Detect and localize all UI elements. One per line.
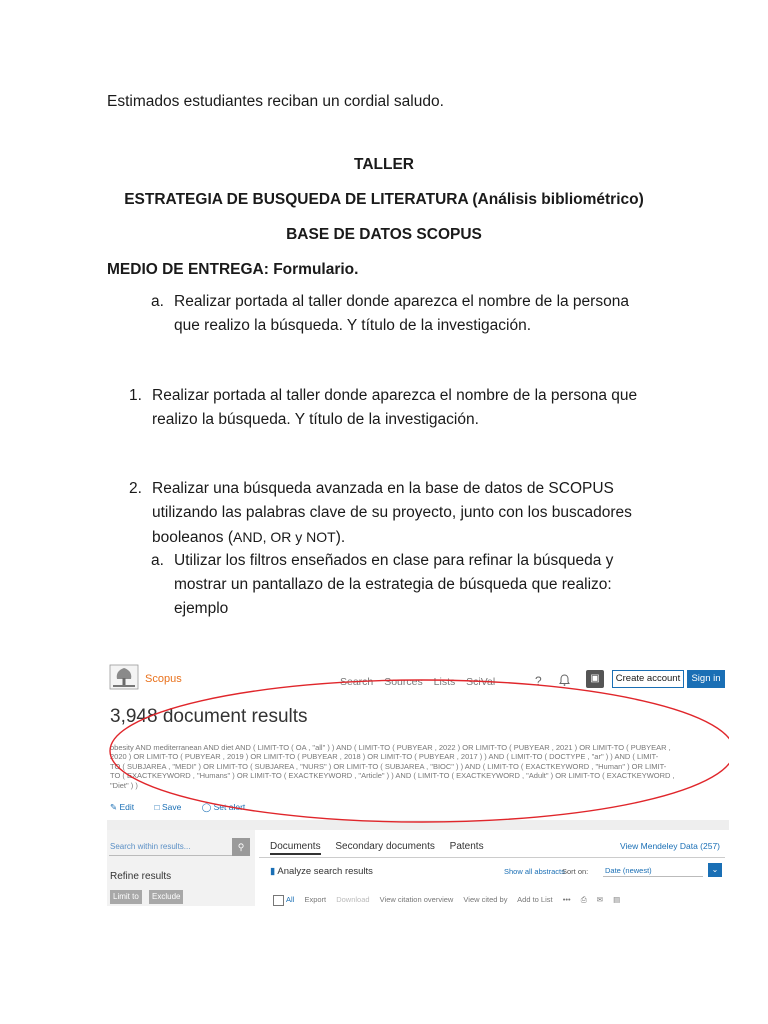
boolean-operators: AND, OR y NOT	[233, 529, 336, 545]
show-abstracts-link[interactable]: Show all abstracts	[504, 867, 565, 876]
nav-search[interactable]: Search	[340, 676, 374, 688]
help-icon[interactable]: ?	[535, 674, 542, 688]
save-link[interactable]: □ Save	[154, 802, 182, 812]
heading-database: BASE DE DATOS SCOPUS	[286, 226, 482, 243]
sort-select[interactable]: Date (newest)	[603, 864, 703, 877]
tab-documents[interactable]: Documents	[270, 841, 321, 855]
bar-chart-icon: ▮	[270, 866, 276, 877]
sort-label: Sort on:	[562, 867, 589, 876]
mendeley-data-link[interactable]: View Mendeley Data (257)	[620, 841, 721, 851]
greeting-text: Estimados estudiantes reciban un cordial saludo.	[107, 93, 444, 110]
scopus-brand[interactable]: Scopus	[145, 673, 182, 685]
query-line: "Diet" ) )	[110, 780, 138, 790]
heading-strategy: ESTRATEGIA DE BUSQUEDA DE LITERATURA (Análisis bibliométrico)	[124, 191, 644, 208]
download-action[interactable]: Download	[336, 895, 370, 904]
item-2-line2: utilizando las palabras clave de su proyecto, junto con los buscadores	[152, 504, 632, 521]
item-2-line1: Realizar una búsqueda avanzada en la base de datos de SCOPUS	[152, 480, 614, 497]
set-alert-link[interactable]: ◯ Set alert	[201, 802, 246, 812]
highlight-oval	[107, 660, 729, 906]
exclude-button[interactable]: Exclude	[149, 890, 183, 904]
heading-taller: TALLER	[354, 156, 414, 173]
query-line: TO ( EXACTKEYWORD , "Humans" ) OR LIMIT-TO ( EXACTKEYWORD , "Article" ) ) AND ( LIMIT-TO ( EXACTKEYWORD , "Adult" ) OR LIMIT-TO ( EXACTKEYWORD ,	[110, 771, 675, 781]
item-2-line3	[152, 525, 345, 550]
tab-secondary-documents[interactable]: Secondary documents	[335, 841, 435, 852]
item-1-marker: 1.	[129, 387, 142, 404]
edit-link[interactable]: ✎ Edit	[110, 802, 135, 812]
query-line: obesity AND mediterranean AND diet AND ( LIMIT-TO ( OA , "all" ) ) AND ( LIMIT-TO ( PUBYEAR , 2022 ) OR LIMIT-TO ( PUBYEAR , 2021 ) OR LIMIT-TO ( PUBYEAR ,	[110, 743, 671, 752]
bibliography-icon[interactable]: ▤	[613, 895, 621, 904]
item-2-line3-a: booleanos (	[152, 529, 234, 546]
search-within-input[interactable]: Search within results...	[109, 838, 232, 856]
cited-by-action[interactable]: View cited by	[463, 895, 508, 904]
export-action[interactable]: Export	[304, 895, 327, 904]
email-icon[interactable]: ✉	[596, 895, 604, 904]
item-2a-line3: ejemplo	[174, 600, 229, 617]
create-account-button[interactable]: Create account	[612, 670, 684, 688]
search-icon[interactable]: ⚲	[232, 838, 250, 856]
item-2a-line2: mostrar un pantallazo de la estrategia de búsqueda que realizo:	[174, 576, 612, 593]
item-2-marker: 2.	[129, 480, 142, 497]
limit-to-button[interactable]: Limit to	[110, 890, 142, 904]
all-dropdown[interactable]: All	[286, 895, 295, 904]
nav-lists[interactable]: Lists	[433, 676, 456, 688]
save-label: Save	[162, 802, 182, 812]
add-to-list-action[interactable]: Add to List	[517, 895, 553, 904]
scopus-screenshot	[107, 660, 729, 906]
institution-icon[interactable]: ▣	[586, 670, 604, 688]
chevron-down-icon[interactable]: ⌄	[708, 863, 722, 877]
annotation-ellipse	[110, 680, 729, 822]
delivery-method: MEDIO DE ENTREGA: Formulario.	[107, 261, 359, 278]
citation-overview-action[interactable]: View citation overview	[379, 895, 454, 904]
edit-label: Edit	[119, 802, 135, 812]
analyze-label: Analyze search results	[277, 866, 373, 877]
query-line: TO ( SUBJAREA , "MEDI" ) OR LIMIT-TO ( SUBJAREA , "NURS" ) OR LIMIT-TO ( SUBJAREA , "BIOC" ) ) AND ( LIMIT-TO ( EXACTKEYWORD , "Human" ) OR LIMIT-	[110, 761, 667, 771]
nav-sources[interactable]: Sources	[384, 676, 423, 688]
item-1-line2: realizo la búsqueda. Y título de la investigación.	[152, 411, 479, 428]
set-alert-label: Set alert	[213, 802, 246, 812]
item-a-line1: Realizar portada al taller donde aparezca el nombre de la persona	[174, 293, 629, 310]
item-1-line1: Realizar portada al taller donde aparezca el nombre de la persona que	[152, 387, 638, 404]
more-action[interactable]: •••	[562, 895, 571, 904]
item-2a-marker: a.	[151, 552, 164, 569]
refine-results-title: Refine results	[110, 871, 172, 882]
item-a-line2: que realizo la búsqueda. Y título de la investigación.	[174, 317, 532, 334]
results-count-title: 3,948 document results	[110, 706, 308, 727]
item-2a-line1: Utilizar los filtros enseñados en clase para refinar la búsqueda y	[174, 552, 614, 569]
item-2-line3-c: ).	[335, 529, 346, 546]
tab-patents[interactable]: Patents	[449, 841, 484, 852]
sign-in-button[interactable]: Sign in	[687, 670, 725, 688]
item-a-marker: a.	[151, 293, 164, 310]
print-icon[interactable]: ⎙	[580, 895, 587, 904]
nav-scival[interactable]: SciVal	[466, 676, 496, 688]
query-line: 2020 ) OR LIMIT-TO ( PUBYEAR , 2019 ) OR LIMIT-TO ( PUBYEAR , 2018 ) OR LIMIT-TO ( PUBYEAR , 2017 ) ) AND ( LIMIT-TO ( DOCTYPE , "ar" ) ) AND ( LIMIT-	[110, 752, 659, 762]
